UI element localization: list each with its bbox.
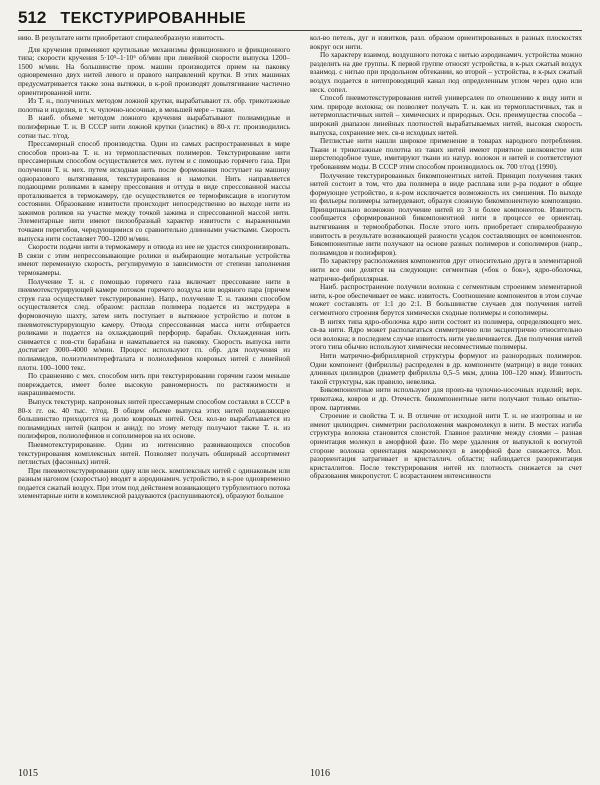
paragraph: В нитях типа ядро-оболочка ядро нити состоит из полимера, определяющего мех. св-ва нити. Ядро может располагаться симметрично или эксцентрично относительно оси волокна; в последнем случае извитость нити увеличивается. Для получения нитей этого типа обычно используют химически несовместимые полимеры. [310,316,582,352]
paragraph: Для кручения применяют крутильные механизмы фрикционного и фрикционного типа; скорости кручения 5·10⁵–1·10⁶ об/мин при линейной скорости выпуска 1200–1500 м/мин. На большинстве пром. машин производится прием на паковку одновременно двух нитей левого и правого направлений крутки. В этих машинах предусматривается также зона вытяжки, в к-рой производят довытягивание частично ориентированной нити. [18,44,290,97]
paragraph: Скорости подачи нити в термокамеру и отвода из нее не удастся синхронизировать. В связи с этим непрессовывающие ролики и выбирающие мотальные устройства имеют переменную скорость, регулируемую в зависимости от степени заполнения термокамеры. [18,242,290,278]
paragraph: Получение текстурированных бикомпонентных нитей. Принцип получения таких нитей состоит в том, что два полимера в виде расплава или р-ра подают в общее формующее устройство, в к-ром исключается возможность их смешения. По выходе из фильеры полимеры затвердевают, образуя сложную бикомпонентную композицию. Принципиально возможно получение нитей из 3 и более компонентов. Извитость сообщается сформированной бикомпонентной нити в процессе ее ориентац. вытягивания и термообработки. После этого нить приобретает спиралеобразную извитость в результате возникающей разности усадок составляющих ее компонентов. Бикомпонентные нити получают на основе разных полимеров и сополимеров (напр., полиамидов и полиэфиров). [310,170,582,257]
paragraph: кол-во петель, дуг и извитков, разл. образом ориентированных в разных плоскостях вокруг оси нити. [310,34,582,51]
paragraph: Прессамерный способ производства. Один из самых распространенных в мире способов произ-ва Т. н. из термопластичных полимеров. Текстурирование нити прессамерным способом осуществляется мех. путем и с помощью горячего газа. При получении Т. н. мех. путем исходная нить после формования поступает на машину одноразового вытягивания, текстурирования и намотки. Нить направляется подающими роликами в камеру прессования и оттуда в виде спрессованной массы проталкивается в термокамеру, где осуществляется ее термофиксация в изогнутом состоянии. Образование извитости происходит непосредственно во выходе нити из зажимов роликов на участке между точкой зажима и спрессованной массой нити. Элементарные нити имеют пилообразный характер извитости с выраженными точками перегибов, чередующимися со сравнительно длинными участками. Скорость выпуска нити составляет 700–1200 м/мин. [18,139,290,243]
page-number: 512 [18,8,47,27]
paragraph: Из Т. н., полученных методом ложной крутки, вырабатывают гл. обр. трикотажные полотна и изделия, в т. ч. чулочно-носочные, в меньшей мере – ткани. [18,96,290,114]
paragraph: Наиб. распространение получили волокна с сегментным строением элементарной нити, к-рое обеспечивает ее макс. извитость. Соотношение компонентов в этом случае может составлять от 1:1 до 2:1. В большинстве случаев для получения нитей сегментного строения берутся химически сходные полимеры и сополимеры. [310,282,582,317]
paragraph: Способ пневмотекстурирования нитей универсален по отношению к виду нити и хим. природе волокна; он позволяет получать Т. н. как из термопластичных, так и нетермопластичных нитей – химических и природных. Осн. преимущества способа – широкий диапазон линейных плотностей вырабатываемых нитей, высокая скорость выпуска, сохранение мех. св-в исходных нитей. [310,93,582,137]
paragraph: Нити матрично-фибриллярной структуры формуют из разнородных полимеров. Одни компонент (фибриллы) распределен в др. компоненте (матрице) в виде тонких длинных цилиндров (диаметр фибриллы 0,5–5 мкм, длина 100–120 мкм). Извитость такой структуры, как правило, невелика. [310,350,582,386]
paragraph: Строение и свойства Т. н. В отличие от исходной нити Т. н. не изотропны и не имеют цилиндрич. симметрии расположения макромолекул в нити. В местах изгиба структура волокна становится слоистой. Главное различие между слоями – разная ориентация молекул в аморфной фазе. По мере удаления от выпуклой к вогнутой стороне волокна ориентация макромолекул в аморфной фазе снижается. Мол. разориентация затрагивает и кристаллич. области; наблюдается разориентация кристаллитов. После текстурирования нитей их плотность снижается за счет образования микропустот. С возрастанием интенсивности [310,411,582,481]
paragraph: По характеру расположения компонентов друг относительно друга в элементарной нити все они делятся на следующие: сегментная («бок о бок»), ядро-оболочка, матрично-фибриллярная. [310,256,582,283]
paragraph: Бикомпонентные нити используют для произ-ва чулочно-носочных изделий; верх. трикотажа, ковров и др. Отечеств. бикомпонентные нити получают только опытно-пром. партиями. [310,385,582,412]
paragraph: Выпуск текстурир. капроновых нитей прессамерным способом составлял в СССР в 80-х гг. ок. 40 тыс. т/год. В общем объеме выпуска этих нитей подавляющее большинство приходится на долю ковровых нитей. Осн. кол-во вырабатывается из полиамидных нитей (капрон и анид); по этому методу получают также Т. н. из полиэфиров, полиолефинов и сополимеров на их основе. [18,396,290,441]
paragraph: По характеру взаимод. воздушного потока с нитью аэродинамич. устройства можно разделить на две группы. К первой группе относят устройства, в к-рых сжатый воздух взаимод. с нитью при продольном обтекании, ко второй – устройства, в к-рых сжатый воздух подается в нитепроводящий канал под определенным углом через одно или неск. сопел. [310,50,582,94]
footer-right-page-number: 1016 [310,768,330,779]
paragraph: нию. В результате нити приобретают спиралеобразную извитость. [18,34,225,42]
footer-left-page-number: 1015 [18,768,38,779]
paragraph: Пневмотекстурирование. Один из интенсивно развивающихся способов текстурирования комплексных нитей. Позволяет получать обширный ассортимент петлистых (фасонных) нитей. [18,439,290,467]
left-column [18,34,290,760]
page-header [18,8,582,30]
paragraph: Получение Т. н. с помощью горячего газа включает прессование нити в пневмотекстурирующей камере потоком горячего воздуха или водяного пара (причем струя газа осуществляет текстурирование). Напр., получение Т. н. такими способом осуществляется след. образом: расплав полимера подается из экструдера в формовочную шахту, затем нить поступает в вытяжное устройство и потом в пневмотекстурирующую камеру. Отвода спрессованная масса нити отбирается роликами и подается на охлаждающий перфорир. барабан. Охлажденная нить снимается с пов-сти барабана и наматывается на паковку. Скорость выпуска нити достигает 3000–4000 м/мин. Процесс используют гл. обр. для получения из полиамидов, полиэтилентерефталата и полиолефинов ковровых нитей с линейной плотн. 100–1000 текс. [18,276,290,372]
paragraph: Петлистые нити нашли широкое применение в товарах народного потребления. Ткани и трикотажные полотна из таких нитей имеют приятное шелковистое или шерстеподобное туше, имитируют ткани из натур. волокон и нитей и соответствуют требованиям моды. В СССР этим способом производилось ок. 700 т/год (1990). [310,136,582,171]
header-rule [18,30,582,31]
right-column [310,34,582,760]
running-head: ТЕКСТУРИРОВАННЫЕ [60,10,247,27]
paragraph: По сравнению с мех. способом нить при текстурировании горячим газом меньше повреждается, имеет более высокую равномерность по растяжимости и накрашиваемости. [18,371,290,398]
paragraph: В наиб. объеме методом ложного кручения вырабатывают полиамидные и полиэфирные Т. н. В СССР нити ложной крутки (эластик) в 80-х гг. производились сотни тыс. т/год. [18,113,290,140]
paragraph: При пневмотекстурировании одну или неск. комплексных нитей с одинаковым или разным нагоном (скоростью) вводят в аэродинамич. устройство, в к-рое одновременно подается сжатый воздух. При этом под действием возникающего турбулентного потока элементарные нити в комплексной раздуваются (распушиваются), образуют большое [18,465,290,501]
